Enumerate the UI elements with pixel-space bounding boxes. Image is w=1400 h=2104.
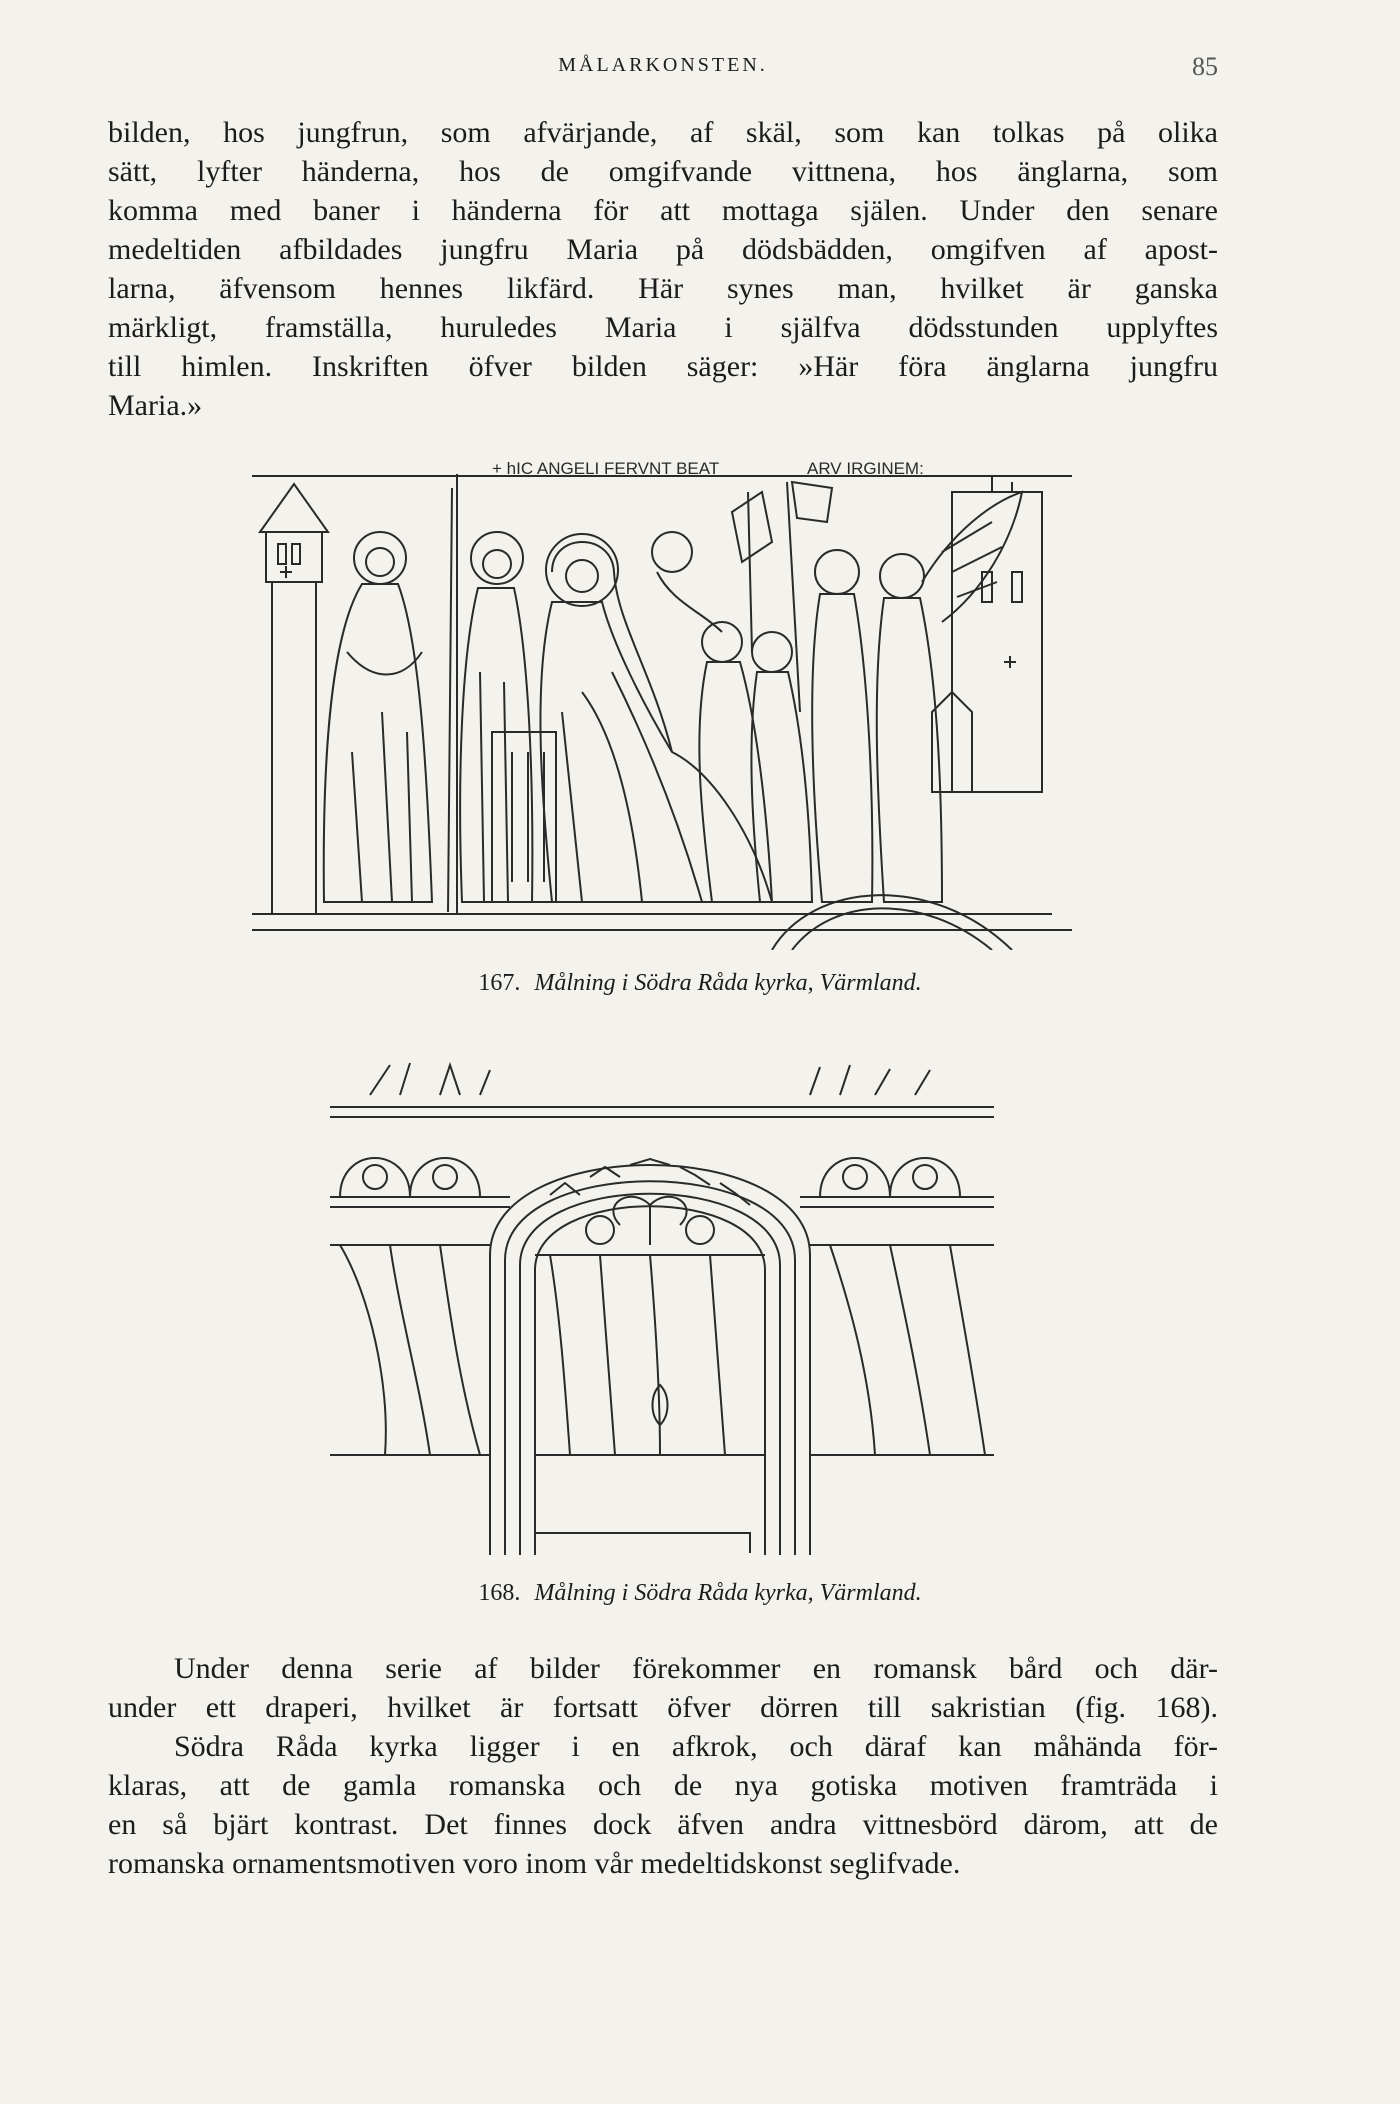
text-line: komma med baner i händerna för att mottaga själen. Under den senare [108,194,1218,227]
caption-text: Målning i Södra Råda kyrka, Värmland. [534,1580,922,1606]
angel-wing [922,492,1022,622]
figure-168-caption [0,1580,1400,1607]
caption-text: Målning i Södra Råda kyrka, Värmland. [534,970,922,996]
text-line: romanska ornamentsmotiven voro inom vår medeltidskonst seglifvade. [108,1847,961,1880]
door-bar [535,1533,750,1553]
apostle-figure-3 [652,532,722,632]
fragment-strokes [810,1065,930,1095]
apostle-figure-1 [324,488,452,912]
paragraph-2 [108,1649,1218,1727]
figure-167-illustration [252,452,1072,950]
child-figures [699,622,812,902]
text-line: Södra Råda kyrka ligger i en afkrok, och däraf kan måhända för- [174,1730,1218,1763]
text-line: larna, äfvensom hennes likfärd. Här synes man, hvilket är ganska [108,272,1218,305]
fragment-strokes [370,1063,490,1095]
text-line: sätt, lyfter händerna, hos de omgifvande vittnena, hos änglarna, som [108,155,1218,188]
text-line: under ett draperi, hvilket är fortsatt öfver dörren till sakristian (fig. 168). [108,1691,1218,1724]
text-line: medeltiden afbildades jungfru Maria på dödsbädden, omgifven af apost- [108,233,1218,266]
drapery-left [330,1245,490,1455]
romanesque-border-right [800,1158,994,1207]
arched-doorway [490,1159,810,1555]
banner-poles [732,482,832,712]
paragraph-3 [108,1727,1218,1883]
drapery-door [535,1255,765,1455]
fleur-de-lis [613,1197,686,1245]
text-line: Maria.» [108,389,203,422]
text-line: klaras, att de gamla romanska och de nya gotiska motiven framträda i [108,1769,1218,1802]
tower-left [260,484,328,914]
figure-168-illustration [330,1055,994,1555]
arch-line [772,895,1012,950]
romanesque-border-left [330,1158,510,1207]
figure-number: 167. [478,970,521,996]
text-line: en så bjärt kontrast. Det finnes dock äfven andra vittnesbörd därom, att de [108,1808,1218,1841]
figure-167-caption [0,970,1400,997]
running-title: MÅLARKONSTEN. [558,54,768,76]
text-line: till himlen. Inskriften öfver bilden säger: »Här föra änglarna jungfru [108,350,1218,383]
building-right [932,476,1042,792]
figure-number: 168. [478,1580,521,1606]
running-head [108,52,1218,82]
angel-figures [812,492,1022,902]
text-line: bilden, hos jungfrun, som afvärjande, af skäl, som kan tolkas på olika [108,116,1218,149]
inscription-right: ARV IRGINEM: [807,459,924,478]
text-line: märkligt, framställa, huruledes Maria i själfva dödsstunden upplyftes [108,311,1218,344]
paragraph-1 [108,113,1218,425]
virgin-mary-figure [492,534,772,902]
apostle-figure-2 [460,532,532,902]
text-line: Under denna serie af bilder förekommer en romansk bård och där- [174,1652,1218,1685]
inscription-left: + hIC ANGELI FERVNT BEAT [492,459,720,478]
page-number: 85 [1192,52,1218,81]
drapery-right [810,1245,994,1455]
